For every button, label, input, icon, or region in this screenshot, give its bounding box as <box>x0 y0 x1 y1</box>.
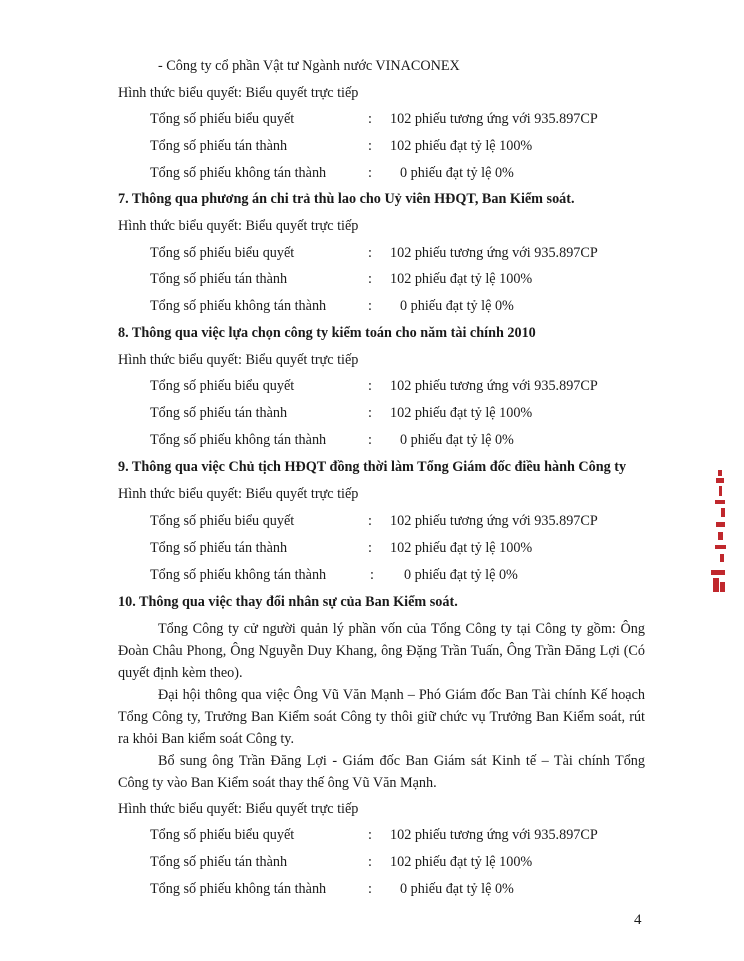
paragraph: Đại hội thông qua việc Ông Vũ Văn Mạnh – Phó Giám đốc Ban Tài chính Kế hoạch Tổng Công ty, Trưởng Ban Kiểm soát Công ty thôi giữ chức vụ Trưởng Ban Kiểm soát, rút ra khỏi Ban kiểm soát Công ty. <box>118 687 645 747</box>
vote-value: 102 phiếu tương ứng với 935.897CP <box>390 111 598 127</box>
seal-stamp-icon <box>708 470 730 598</box>
section-heading: 10. Thông qua việc thay đổi nhân sự của Ban Kiểm soát. <box>118 594 458 610</box>
vote-label: Tổng số phiếu không tán thành <box>150 567 327 583</box>
vote-label: Tổng số phiếu không tán thành <box>150 432 327 448</box>
vote-colon: : <box>368 245 372 261</box>
voting-method: Hình thức biểu quyết: Biểu quyết trực tiếp <box>118 352 359 368</box>
vote-label: Tổng số phiếu tán thành <box>150 405 288 421</box>
vote-colon: : <box>368 827 372 843</box>
voting-method: Hình thức biểu quyết: Biểu quyết trực tiếp <box>118 218 359 234</box>
vote-value: 102 phiếu đạt tỷ lệ 100% <box>390 854 533 870</box>
vote-colon: : <box>368 405 372 421</box>
vote-label: Tổng số phiếu tán thành <box>150 138 288 154</box>
vote-value: 0 phiếu đạt tỷ lệ 0% <box>400 432 514 448</box>
vote-label: Tổng số phiếu tán thành <box>150 540 288 556</box>
vote-label: Tổng số phiếu tán thành <box>150 854 288 870</box>
vote-value: 102 phiếu tương ứng với 935.897CP <box>390 513 598 529</box>
vote-colon: : <box>368 881 372 897</box>
vote-label: Tổng số phiếu không tán thành <box>150 881 327 897</box>
vote-colon: : <box>370 567 374 583</box>
vote-value: 102 phiếu đạt tỷ lệ 100% <box>390 405 533 421</box>
vote-label: Tổng số phiếu biểu quyết <box>150 111 295 127</box>
vote-value: 102 phiếu đạt tỷ lệ 100% <box>390 271 533 287</box>
section-heading: 8. Thông qua việc lựa chọn công ty kiểm toán cho năm tài chính 2010 <box>118 325 536 341</box>
vote-colon: : <box>368 271 372 287</box>
paragraph: Tổng Công ty cử người quản lý phần vốn của Tổng Công ty tại Công ty gồm: Ông Đoàn Châu Phong, Ông Nguyễn Duy Khang, ông Đặng Trần Tuấn, Ông Trần Đăng Lợi (Có quyết định kèm theo). <box>118 621 645 681</box>
vote-value: 102 phiếu tương ứng với 935.897CP <box>390 378 598 394</box>
vote-label: Tổng số phiếu biểu quyết <box>150 513 295 529</box>
vote-label: Tổng số phiếu tán thành <box>150 271 288 287</box>
company-item: - Công ty cổ phần Vật tư Ngành nước VINACONEX <box>158 58 460 74</box>
vote-colon: : <box>368 298 372 314</box>
vote-value: 0 phiếu đạt tỷ lệ 0% <box>400 298 514 314</box>
vote-value: 102 phiếu tương ứng với 935.897CP <box>390 827 598 843</box>
vote-colon: : <box>368 138 372 154</box>
vote-colon: : <box>368 378 372 394</box>
vote-value: 0 phiếu đạt tỷ lệ 0% <box>400 881 514 897</box>
vote-label: Tổng số phiếu không tán thành <box>150 298 327 314</box>
vote-label: Tổng số phiếu biểu quyết <box>150 245 295 261</box>
vote-colon: : <box>368 165 372 181</box>
vote-label: Tổng số phiếu biểu quyết <box>150 378 295 394</box>
vote-label: Tổng số phiếu không tán thành <box>150 165 327 181</box>
voting-method: Hình thức biểu quyết: Biểu quyết trực tiếp <box>118 85 359 101</box>
vote-colon: : <box>368 111 372 127</box>
vote-value: 0 phiếu đạt tỷ lệ 0% <box>404 567 518 583</box>
vote-value: 102 phiếu tương ứng với 935.897CP <box>390 245 598 261</box>
vote-value: 102 phiếu đạt tỷ lệ 100% <box>390 540 533 556</box>
vote-colon: : <box>368 540 372 556</box>
vote-value: 0 phiếu đạt tỷ lệ 0% <box>400 165 514 181</box>
voting-method: Hình thức biểu quyết: Biểu quyết trực tiếp <box>118 801 359 817</box>
vote-colon: : <box>368 513 372 529</box>
section-heading: 9. Thông qua việc Chủ tịch HĐQT đồng thời làm Tổng Giám đốc điều hành Công ty <box>118 459 627 475</box>
vote-label: Tổng số phiếu biểu quyết <box>150 827 295 843</box>
paragraph: Bổ sung ông Trần Đăng Lợi - Giám đốc Ban Giám sát Kinh tế – Tài chính Tổng Công ty vào Ban Kiểm soát thay thế ông Vũ Văn Mạnh. <box>118 753 645 791</box>
vote-value: 102 phiếu đạt tỷ lệ 100% <box>390 138 533 154</box>
voting-method: Hình thức biểu quyết: Biểu quyết trực tiếp <box>118 486 359 502</box>
vote-colon: : <box>368 854 372 870</box>
page-number: 4 <box>634 912 642 928</box>
section-heading: 7. Thông qua phương án chi trả thù lao cho Uỷ viên HĐQT, Ban Kiểm soát. <box>118 191 575 207</box>
vote-colon: : <box>368 432 372 448</box>
